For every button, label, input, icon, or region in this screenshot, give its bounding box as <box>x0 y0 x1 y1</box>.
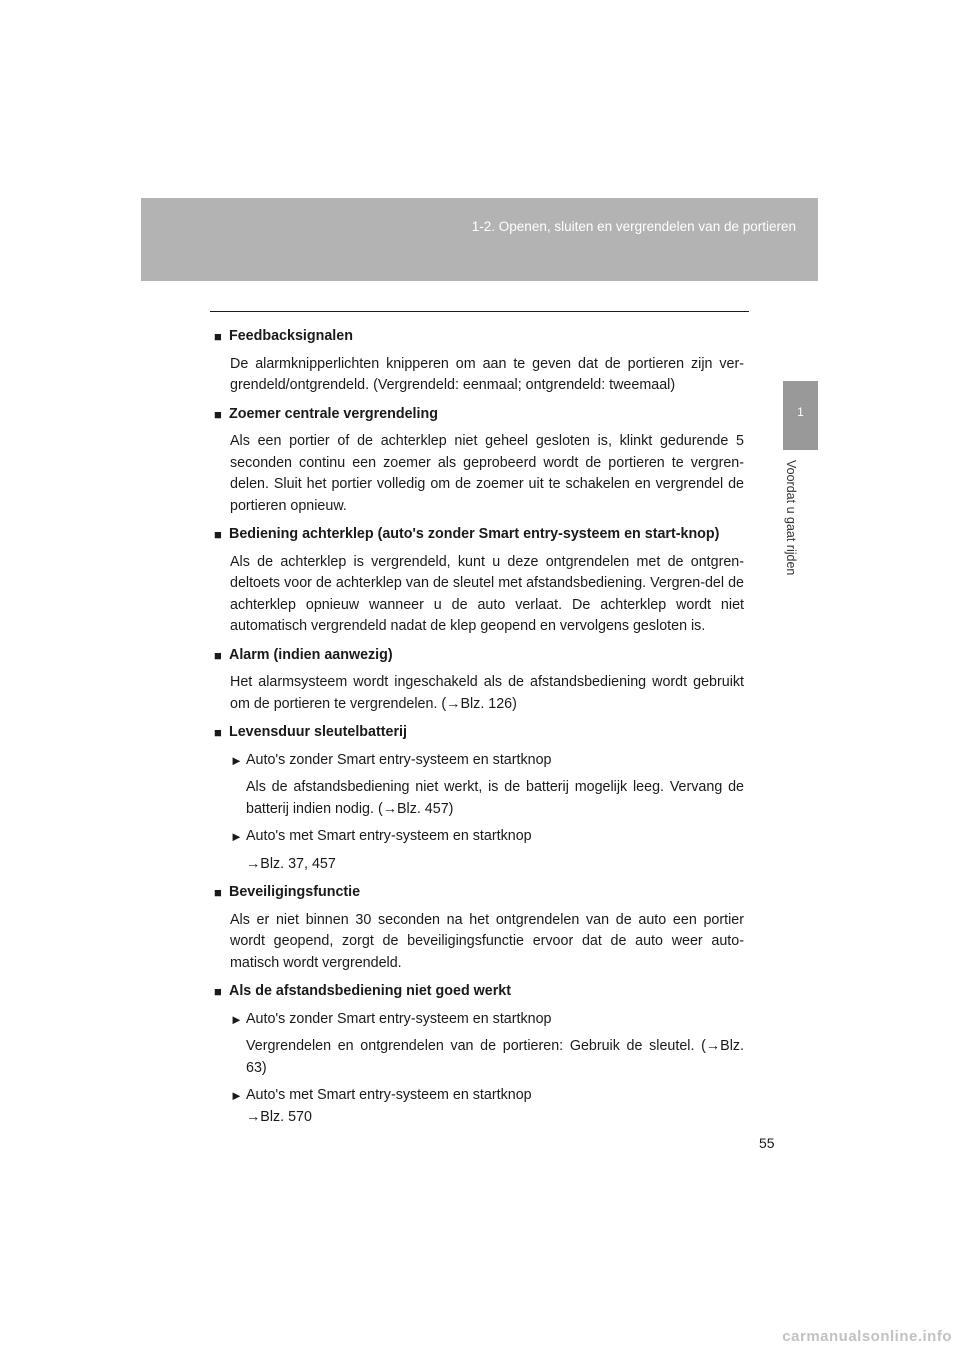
triangle-bullet-icon: ► <box>230 1011 243 1027</box>
triangle-bullet-icon: ► <box>230 752 243 768</box>
heading-text: Bediening achterklep (auto's zonder Smart entry-systeem en start-knop) <box>229 526 720 542</box>
sub-item-text: →Blz. 570 <box>246 1108 312 1125</box>
sub-item <box>230 750 744 772</box>
section-paragraph: De alarmknipperlichten knipperen om aan te geven dat de portieren zijn ver-grendeld/ontgrendeld. (Vergrendeld: eenmaal; ontgrendeld: tweemaal) <box>230 355 744 393</box>
sub-item <box>230 826 744 848</box>
section-heading <box>214 882 744 904</box>
section-title: 1-2. Openen, sluiten en vergrendelen van de portieren <box>471 219 796 234</box>
sub-item-label: Auto's met Smart entry-systeem en startknop <box>246 828 532 844</box>
section-heading <box>214 981 744 1003</box>
chapter-tab <box>783 381 818 450</box>
sub-item-text: →Blz. 37, 457 <box>246 855 336 872</box>
sub-item <box>230 1085 744 1107</box>
sub-item-text: Vergrendelen en ontgrendelen van de portieren: Gebruik de sleutel. (→Blz. 63) <box>246 1038 744 1076</box>
square-bullet-icon: ■ <box>214 885 222 900</box>
section-heading <box>214 645 744 667</box>
header-rule <box>210 311 749 312</box>
section-heading <box>214 404 744 426</box>
heading-text: Als de afstandsbediening niet goed werkt <box>229 983 512 999</box>
square-bullet-icon: ■ <box>214 984 222 999</box>
section-heading <box>214 722 744 744</box>
section-paragraph: Als er niet binnen 30 seconden na het ontgrendelen van de auto een portier wordt geopend, zorgt de beveiligingsfunctie ervoor dat de auto weer auto-matisch wordt vergrendeld. <box>230 911 744 971</box>
section-heading <box>214 524 744 546</box>
triangle-bullet-icon: ► <box>230 829 243 844</box>
section-paragraph: Als de achterklep is vergrendeld, kunt u deze ontgrendelen met de ontgren-deltoets voor de achterklep van de sleutel met afstandsbediening. Vergren-del de achterklep opnieuw wanneer u de auto verlaat. De achterklep wordt niet automatisch vergrendeld nadat de klep geopend en vervolgens gesloten is. <box>230 553 744 634</box>
page-number: 55 <box>759 1135 775 1151</box>
heading-text: Alarm (indien aanwezig) <box>229 646 393 663</box>
square-bullet-icon: ■ <box>214 647 222 663</box>
square-bullet-icon: ■ <box>214 329 222 344</box>
section-paragraph: Als een portier of de achterklep niet geheel gesloten is, klinkt gedurende 5 seconden continu een zoemer als geprobeerd wordt de portieren te vergren-delen. Sluit het portier volledig om de zoemer uit te schakelen en vergrendel de portieren opnieuw. <box>230 433 744 514</box>
chapter-label <box>784 460 812 596</box>
square-bullet-icon: ■ <box>214 725 222 740</box>
section-paragraph: Het alarmsysteem wordt ingeschakeld als de afstandsbediening wordt gebruikt om de portieren te vergrendelen. (→Blz. 126) <box>230 674 744 712</box>
triangle-bullet-icon: ► <box>230 1088 243 1103</box>
heading-text: Levensduur sleutelbatterij <box>229 724 407 740</box>
sub-item-label: Auto's met Smart entry-systeem en startknop <box>246 1087 532 1103</box>
watermark: carmanualsonline.info <box>782 1328 952 1345</box>
chapter-number: 1 <box>797 405 804 419</box>
page-content <box>214 326 744 1128</box>
square-bullet-icon: ■ <box>214 527 222 542</box>
sub-item <box>230 1009 744 1031</box>
sub-item-label: Auto's zonder Smart entry-systeem en startknop <box>246 1010 552 1027</box>
section-heading <box>214 326 744 348</box>
heading-text: Zoemer centrale vergrendeling <box>229 405 438 422</box>
chapter-label-text: Voordat u gaat rijden <box>784 460 798 576</box>
heading-text: Feedbacksignalen <box>229 328 353 344</box>
section-header-band <box>141 198 818 281</box>
heading-text: Beveiligingsfunctie <box>229 884 361 900</box>
sub-item-text: Als de afstandsbediening niet werkt, is de batterij mogelijk leeg. Vervang de batterij indien nodig. (→Blz. 457) <box>246 779 744 817</box>
sub-item-label: Auto's zonder Smart entry-systeem en startknop <box>246 751 552 768</box>
square-bullet-icon: ■ <box>214 406 222 422</box>
